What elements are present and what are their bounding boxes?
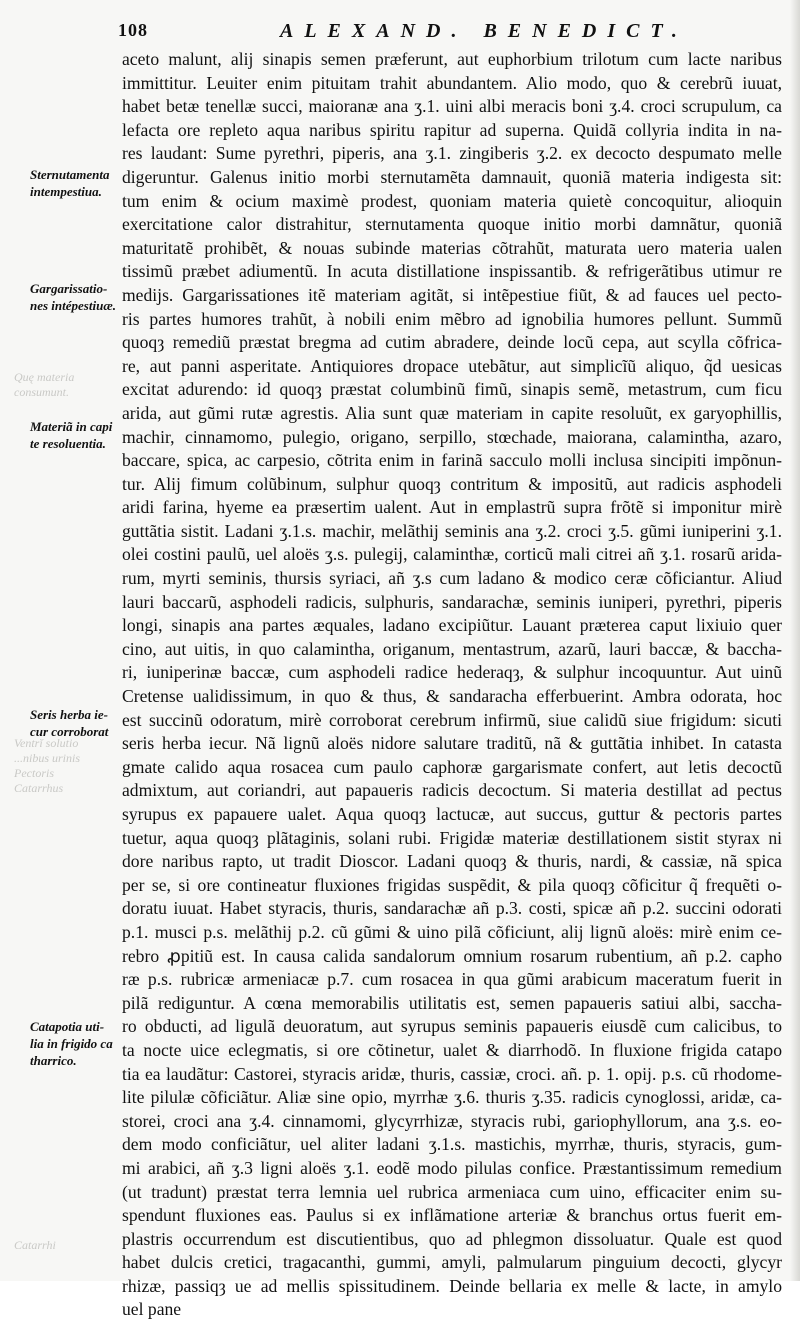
text-line: guttãtia sistit. Ladani ʒ.1.s. machir, melãthij seminis ana ʒ.2. croci ʒ.5. gũmi iuniperini ʒ.1. xyxy=(122,520,782,541)
text-line: medijs. Gargarissationes itẽ materiam agitãt, si intẽpestiue fiũt, & ad fauces uel pecto- xyxy=(122,284,782,305)
bleed-through-text xyxy=(14,370,104,400)
text-line: ro obducti, ad ligulã deuoratum, aut syrupus seminis papaueris eiusdẽ cum calicibus, to xyxy=(122,1016,782,1037)
text-line: lefacta ore repleto aqua naribus spiritu rapitur ad superna. Quidã collyria indita in na- xyxy=(122,119,782,140)
text-line: cino, aut uitis, in quo calamintha, origanum, mentastrum, azarũ, lauri baccæ, & baccha- xyxy=(122,638,782,659)
body-text-block xyxy=(122,48,782,1322)
text-line: lite pilulæ cõficiãtur. Aliæ sine opio, myrrhæ ʒ.6. thuris ʒ.35. radicis cynoglossi, aridæ, ca- xyxy=(122,1087,782,1108)
text-line: p.1. musci p.s. melãthij p.2. cũ gũmi & uino pilã cõficiunt, alij lignũ aloës: mirè enim ce- xyxy=(122,921,782,942)
bleed-line: consumunt. xyxy=(14,385,69,399)
text-line: excitat adurendo: id quoqȝ præstat columbinũ fimũ, sinapis semẽ, metastrum, cum ficu xyxy=(122,379,782,400)
text-line: aceto malunt, alij sinapis semen præferunt, aut euphorbium trilotum cum lacte naribus xyxy=(122,49,782,69)
margin-note-sternutamenta xyxy=(30,166,122,200)
text-line: rum, myrti seminis, thursis syriaci, añ ʒ.s cum ladano & modico ceræ cõficiantur. Aliud xyxy=(122,568,782,589)
text-line: tia ea laudãtur: Castorei, styracis aridæ, thuris, cassiæ, croci. añ. p. 1. opij. p.s. cũ rhodome- xyxy=(122,1063,782,1084)
text-line: res laudant: Sume pyrethri, piperis, ana ʒ.1. zingiberis ʒ.2. ex decocto despumato melle xyxy=(122,143,782,164)
text-line: quoqȝ remediũ præstat bregma ad cutim abradere, deinde locũ cepa, aut scylla cõfrica- xyxy=(122,332,782,353)
text-line: est succinũ odoratum, mirè corroborat cerebrum infirmũ, siue calidũ siue frigidum: sicuti xyxy=(122,709,782,730)
text-line: exercitatione calor distrahitur, sternutamenta quoque initio morbi damnãtur, quoniã xyxy=(122,214,782,235)
text-line: rebro ꝓpitiũ est. In causa calida sandalorum omnium rosarum rubentium, añ p.2. capho xyxy=(122,945,782,966)
folio-number: 108 xyxy=(118,20,148,40)
text-line: habet betæ tenellæ succi, maioranæ ana ʒ.1. uini albi meracis boni ʒ.4. croci scrupulum, ca xyxy=(122,96,782,117)
margin-note-line: te resoluentia. xyxy=(30,436,106,451)
text-line: digeruntur. Galenus initio morbi sternutamẽta damnauit, quoniã materia indigesta sit: xyxy=(122,166,782,187)
text-line: mi arabici, añ ʒ.3 ligni aloës ʒ.1. eodẽ modo pilulas confice. Præstantissimum remedium xyxy=(122,1157,782,1178)
margin-note-line: lia in frigido ca xyxy=(30,1036,113,1051)
text-line: machir, cinnamomo, pulegio, origano, serpillo, stœchade, maiorana, calamintha, azaro, xyxy=(122,426,782,447)
text-line: Cretense ualidissimum, in quo & thus, & sandaracha efferbuerint. Ambra odorata, hoc xyxy=(122,686,782,707)
text-line: ræ p.s. rubricæ armeniacæ p.7. cum rosacea in qua gũmi arabicum maceratum fuerit in xyxy=(122,969,782,990)
bleed-through-text xyxy=(14,736,104,796)
text-line: plastris occurrendum est discutientibus, quo ad phlegmon dissoluatur. Quale est quod xyxy=(122,1228,782,1249)
margin-note-materia xyxy=(30,418,122,452)
text-line: lauri baccarũ, asphodeli radicis, sulphuris, sandarachæ, seminis iuniperi, pyrethri, piperis xyxy=(122,591,782,612)
text-line: seris herba iecur. Nã lignũ aloës nidore salutare traditũ, nã & guttãtia inhibet. In catasta xyxy=(122,733,782,754)
text-line: dem modo conficiãtur, uel aliter ladani ʒ.1.s. mastichis, myrrhæ, thuris, styracis, gum- xyxy=(122,1134,782,1155)
text-line: tur. Alij fimum colũbinum, sulphur quoqȝ contritum & impositũ, aut radicis asphodeli xyxy=(122,473,782,494)
text-line: dore naribus rapto, ut tradit Dioscor. Ladani quoqȝ & thuris, nardi, & cassiæ, nã spica xyxy=(122,851,782,872)
text-line: pilã rediguntur. A cœna memorabilis utilitatis est, semen papaueris satiui albi, saccha- xyxy=(122,992,782,1013)
text-line: per se, si ore contineatur fluxiones frigidas suspẽdit, & pila quoqȝ cõficitur q̃ frequẽti o- xyxy=(122,874,782,895)
margin-note-gargarissationes xyxy=(30,280,122,314)
text-line: tissimũ præbet adiumentũ. In acuta distillatione inspissantib. & refrigerãtibus utimur re xyxy=(122,261,782,282)
text-line: gmate calido aqua rosacea cum paulo caphoræ gargarismate confert, aut letis decoctũ xyxy=(122,756,782,777)
bleed-through-text xyxy=(14,1238,104,1253)
bleed-line: Ventrĭ solutio xyxy=(14,736,79,750)
text-line: storei, croci ana ʒ.4. cinnamomi, glycyrrhizæ, styracis rubi, gariophyllorum, ana ʒ.s. eo- xyxy=(122,1110,782,1131)
bleed-line: Catarrhus xyxy=(14,781,64,795)
text-line: arida, aut gũmi rutæ agrestis. Alia sunt quæ materiam in capite resoluũt, ex garyophillis, xyxy=(122,402,782,423)
bleed-line: Quę materia xyxy=(14,370,75,384)
text-line: rhizæ, passiqȝ ue ad mellis spissitudinem. Deinde bellaria ex melle & lacte, in amylo xyxy=(122,1275,782,1296)
margin-note-line: nes intépestiuæ. xyxy=(30,298,116,313)
text-line: habet dulcis cretici, tragacanthi, gummi, amyli, palmularum pinguium decocti, glycyr xyxy=(122,1252,782,1273)
text-line: ta nocte uice eclegmatis, si ore cõtinetur, ualet & diarrhodõ. In fluxione frigida catapo xyxy=(122,1039,782,1060)
margin-note-line: tharrico. xyxy=(30,1053,77,1068)
margin-notes xyxy=(0,0,122,1281)
margin-note-catapotia xyxy=(30,1018,122,1069)
margin-note-line: Sternutamenta xyxy=(30,167,110,182)
text-line: admixtum, aut coriandri, aut papaueris radicis decoctum. Si materia destillat ad pectus xyxy=(122,780,782,801)
margin-note-line: Gargarissatio- xyxy=(30,281,108,296)
text-line: tum enim & ocium maximè prodest, quoniam materia quietè concoquitur, alioquin xyxy=(122,190,782,211)
text-line: (ut tradunt) præstat terra lemnia uel rubrica armeniaca cum uino, efficaciter enim su- xyxy=(122,1181,782,1202)
text-line: olei costini paulũ, uel aloës ʒ.s. pulegij, calaminthæ, corticũ mali citrei añ ʒ.1. rosarũ arida- xyxy=(122,544,782,565)
margin-note-line: Materiã in capi xyxy=(30,419,113,434)
text-line: doratu iuuat. Habet styracis, thuris, sandarachæ añ p.3. costi, spicæ añ p.2. succini odorati xyxy=(122,898,782,919)
text-line: uel pane xyxy=(122,1299,182,1320)
page-header xyxy=(110,8,800,44)
text-line: aridi farina, hyeme ea præsertim ualent. Aut in emplastrũ supra frõtẽ si imponitur mirè xyxy=(122,497,782,518)
text-line: syrupus ex papauere ualet. Aqua quoqȝ lactucæ, aut succus, guttur & pectoris partes xyxy=(122,804,782,824)
margin-note-line: cur corroborat xyxy=(30,724,109,739)
text-line: maturitatẽ prohibẽt, & nouas subinde materias cõtrahũt, maturata uero materia ualen xyxy=(122,237,782,258)
margin-note-line: intempestiua. xyxy=(30,184,102,199)
bleed-line: Pectoris xyxy=(14,766,54,780)
text-line: tuetur, aqua quoqȝ plãtaginis, solani rubi. Frigidæ materiæ destillationem sistit styrax ni xyxy=(122,827,782,848)
text-line: baccare, spica, ac carpesio, cõtrita enim in farinã sacculo molli inclusa sincipiti impõnun- xyxy=(122,450,782,471)
running-title: ALEXAND. BENEDICT. xyxy=(280,20,688,42)
text-line: longi, sinapis ana partes æquales, ladano excipiũtur. Lauant præterea caput lixiuio quer xyxy=(122,615,782,636)
bleed-line: Catarrhi xyxy=(14,1238,56,1252)
text-line: re, aut panni asperitate. Antiquiores dropace utebãtur, aut simplicĩũ aliquo, q̃d uesicas xyxy=(122,355,782,376)
margin-note-line: Seris herba ie- xyxy=(30,707,108,722)
text-line: immittitur. Leuiter enim pituitam trahit abundantem. Alio modo, quo & cerebrũ iuuat, xyxy=(122,72,782,93)
text-line: ris partes humores trahũt, à nobili enim mẽbro ad ignobilia humores pellunt. Summũ xyxy=(122,308,782,329)
bleed-line: ...nibus urinis xyxy=(14,751,81,765)
margin-note-seris-herba xyxy=(30,706,122,740)
margin-note-line: Catapotia uti- xyxy=(30,1019,105,1034)
text-line: ri, iuniperinæ baccæ, cum asphodeli radice hederaqȝ, & sulphur incoquuntur. Aut uinũ xyxy=(122,662,782,683)
page-edge-shadow xyxy=(790,0,800,1281)
text-line: spendunt fluxiones eas. Paulus si ex inflãmatione arteriæ & branchus ortus fuerit em- xyxy=(122,1205,782,1226)
